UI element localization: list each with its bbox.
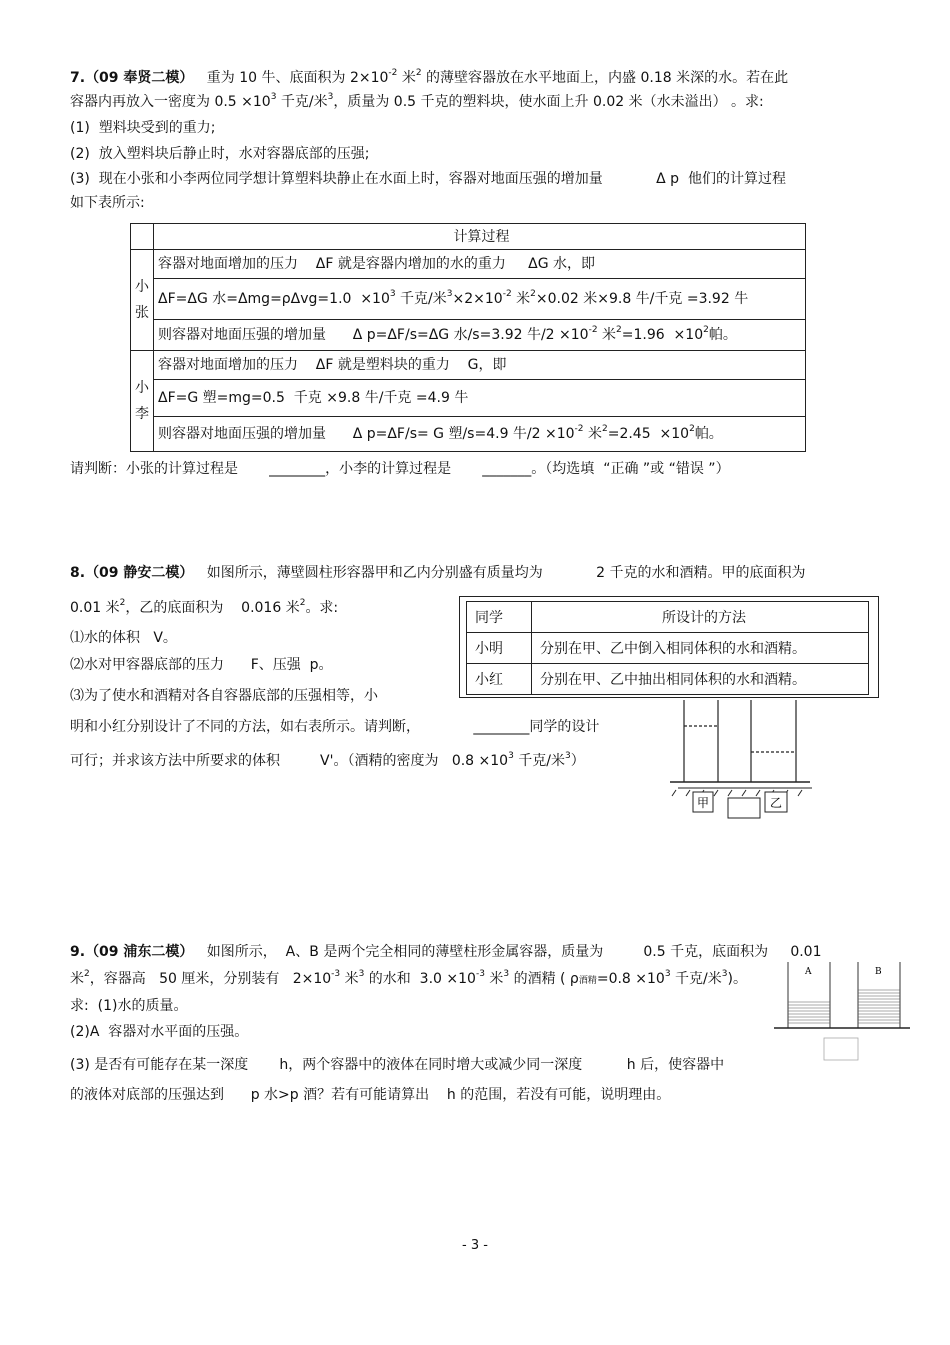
student-name: 小明 (467, 633, 532, 664)
t: 千克/米 (395, 291, 447, 307)
q8-containers-figure (660, 696, 820, 820)
page-number: - 3 - (462, 1238, 488, 1253)
q7-text: 千克/米 (276, 94, 328, 110)
q7-line2 (70, 92, 764, 112)
q7-text: 容器内再放入一密度为 0.5 ×10 (70, 94, 271, 110)
q8-source: （09 静安二模） (85, 565, 194, 581)
exp: 2 (703, 325, 709, 335)
q7-source: （09 奉贤二模） (85, 70, 194, 86)
exp: 3 (327, 92, 334, 102)
q9-source: （09 浦东二模） (85, 944, 194, 960)
li-step1: 容器对地面增加的压力 ΔF 就是塑料块的重力 G，即 (154, 351, 806, 380)
t: 可行；并求该方法中所要求的体积 V'。（酒精的密度为 0.8 ×10 (70, 753, 509, 769)
method-text: 分别在甲、乙中倒入相同体积的水和酒精。 (532, 633, 869, 664)
exp: -2 (588, 325, 598, 335)
q7-part1: (1) 塑料块受到的重力; (70, 120, 216, 136)
student-zhang: 小张 (131, 250, 154, 351)
t: 米 (484, 971, 504, 987)
exp: 3 (446, 289, 453, 299)
label-b: B (875, 967, 882, 977)
table-header-student: 同学 (467, 602, 532, 633)
q9-line2 (70, 969, 747, 991)
table-row (467, 633, 869, 664)
method-text: 分别在甲、乙中抽出相同体积的水和酒精。 (532, 664, 869, 695)
li-step2: ΔF=G 塑=mg=0.5 千克 ×9.8 牛/千克 =4.9 牛 (154, 380, 806, 417)
t: 则容器对地面压强的增加量 Δ p=ΔF/s=ΔG 水/s=3.92 牛/2 ×10 (158, 327, 589, 343)
exp: 2 (119, 598, 126, 608)
t: 米 (583, 426, 602, 442)
exp: 3 (503, 969, 510, 979)
t: 。求: (305, 600, 339, 616)
t: 米 (511, 291, 531, 307)
exp: 2 (84, 969, 90, 979)
exp: 3 (721, 969, 728, 979)
q9-part3: (3) 是否有可能存在某一深度 h，两个容器中的液体在同时增大或减少同一深度 h 后，使容器中 (70, 1057, 725, 1073)
q8-line1 (70, 563, 806, 583)
t: =1.96 ×10 (621, 327, 704, 343)
t: 则容器对地面压强的增加量 Δ p=ΔF/s= G 塑/s=4.9 牛/2 ×10 (158, 426, 575, 442)
blank-box (728, 798, 760, 818)
li-step3 (154, 417, 806, 452)
q9-part2: (2)A 容器对水平面的压强。 (70, 1024, 249, 1040)
exp: -2 (502, 289, 512, 299)
q7-part3-cont: 如下表所示: (70, 195, 145, 211)
q7-text: 的薄壁容器放在水平地面上，内盛 0.18 米深的水。若在此 (421, 70, 789, 86)
exp: 2 (616, 325, 622, 335)
table-header: 计算过程 (154, 224, 806, 250)
t: )。 (727, 971, 747, 987)
q7-calc-table (130, 223, 806, 452)
q7-judge: 请判断：小张的计算过程是 ________，小李的计算过程是 _______。（均选填 “正确 ”或 “错误 ”） (70, 461, 730, 477)
q7-text: 米 (397, 70, 416, 86)
label-yi: 乙 (770, 796, 783, 810)
q8-part3-cont2 (70, 751, 585, 771)
t: 千克/米 (513, 753, 565, 769)
exp: 3 (389, 289, 396, 299)
student-li: 小李 (131, 351, 154, 452)
t: =2.45 ×10 (607, 426, 690, 442)
exp: 2 (689, 424, 695, 434)
q9-part3-cont: 的液体对底部的压强达到 p 水>p 酒？若有可能请算出 h 的范围，若没有可能，说明理由。 (70, 1087, 671, 1103)
exp: 3 (508, 751, 514, 761)
exp: 3 (664, 969, 671, 979)
exp: 2 (415, 68, 422, 78)
exp: 3 (358, 969, 365, 979)
t: 的酒精 ( ρ (509, 971, 579, 987)
q8-number: 8. (70, 565, 86, 581)
exp: -2 (574, 424, 584, 434)
q9-part1: 求: (1)水的质量。 (70, 998, 188, 1014)
t: 帕。 (694, 426, 723, 442)
table-row (467, 664, 869, 695)
zhang-step3 (154, 320, 806, 351)
t: 千克/米 (670, 971, 722, 987)
q7-part3: (3) 现在小张和小李两位同学想计算塑料块静止在水面上时，容器对地面压强的增加量 Δ p 他们的计算过程 (70, 171, 786, 187)
exp: -3 (331, 969, 341, 979)
exp: 2 (299, 598, 306, 608)
t: 米 (70, 971, 84, 987)
q8-part2: ⑵水对甲容器底部的压力 F、压强 p。 (70, 657, 333, 673)
label-jia: 甲 (697, 796, 710, 810)
t: 帕。 (708, 327, 737, 343)
t: ×2×10 (452, 291, 503, 307)
q7-text: ，质量为 0.5 千克的塑料块，使水面上升 0.02 米（水未溢出） 。求: (333, 94, 764, 110)
blank-box (824, 1038, 858, 1060)
table-header-method: 所设计的方法 (532, 602, 869, 633)
q8-method-table (466, 601, 869, 695)
t: ，乙的底面积为 0.016 米 (125, 600, 300, 616)
t: ，容器高 50 厘米，分别装有 2×10 (89, 971, 332, 987)
t: ΔF=ΔG 水=Δmg=ρΔvg=1.0 ×10 (158, 291, 390, 307)
q9-containers-figure (772, 960, 912, 1064)
q9-line1 (70, 942, 822, 962)
q9-number: 9. (70, 944, 86, 960)
exp: 2 (530, 289, 536, 299)
exp: -2 (388, 68, 398, 78)
t: ） (570, 753, 585, 769)
t: 米 (340, 971, 359, 987)
q8-line2 (70, 598, 338, 618)
q9-text: 如图所示， A、B 是两个完全相同的薄壁柱形金属容器，质量为 0.5 千克，底面积为 0.01 (206, 944, 822, 960)
t: 的水和 3.0 ×10 (364, 971, 476, 987)
t: 0.01 米 (70, 600, 120, 616)
t: ×0.02 米×9.8 牛/千克 =3.92 牛 (535, 291, 749, 307)
exp: 2 (601, 424, 608, 434)
q7-line1 (70, 68, 788, 88)
t: 米 (597, 327, 617, 343)
exp: 3 (565, 751, 571, 761)
zhang-step2 (154, 279, 806, 320)
sub: 酒精 (578, 976, 597, 986)
t: =0.8 ×10 (596, 971, 665, 987)
zhang-step1: 容器对地面增加的压力 ΔF 就是容器内增加的水的重力 ΔG 水，即 (154, 250, 806, 279)
label-a: A (805, 967, 812, 977)
q8-part3: ⑶为了使水和酒精对各自容器底部的压强相等，小 (70, 688, 378, 704)
q8-part3-cont: 明和小红分别设计了不同的方法，如右表所示。请判断， ________同学的设计 (70, 719, 600, 735)
student-name: 小红 (467, 664, 532, 695)
q7-text: 重为 10 牛、底面积为 2×10 (206, 70, 389, 86)
table-corner (131, 224, 154, 250)
q8-part1: ⑴水的体积 V。 (70, 630, 177, 646)
exp: 3 (270, 92, 277, 102)
q8-text: 如图所示，薄壁圆柱形容器甲和乙内分别盛有质量均为 2 千克的水和酒精。甲的底面积为 (206, 565, 806, 581)
q7-part2: (2) 放入塑料块后静止时，水对容器底部的压强; (70, 146, 370, 162)
exp: -3 (475, 969, 485, 979)
q7-number: 7. (70, 70, 86, 86)
